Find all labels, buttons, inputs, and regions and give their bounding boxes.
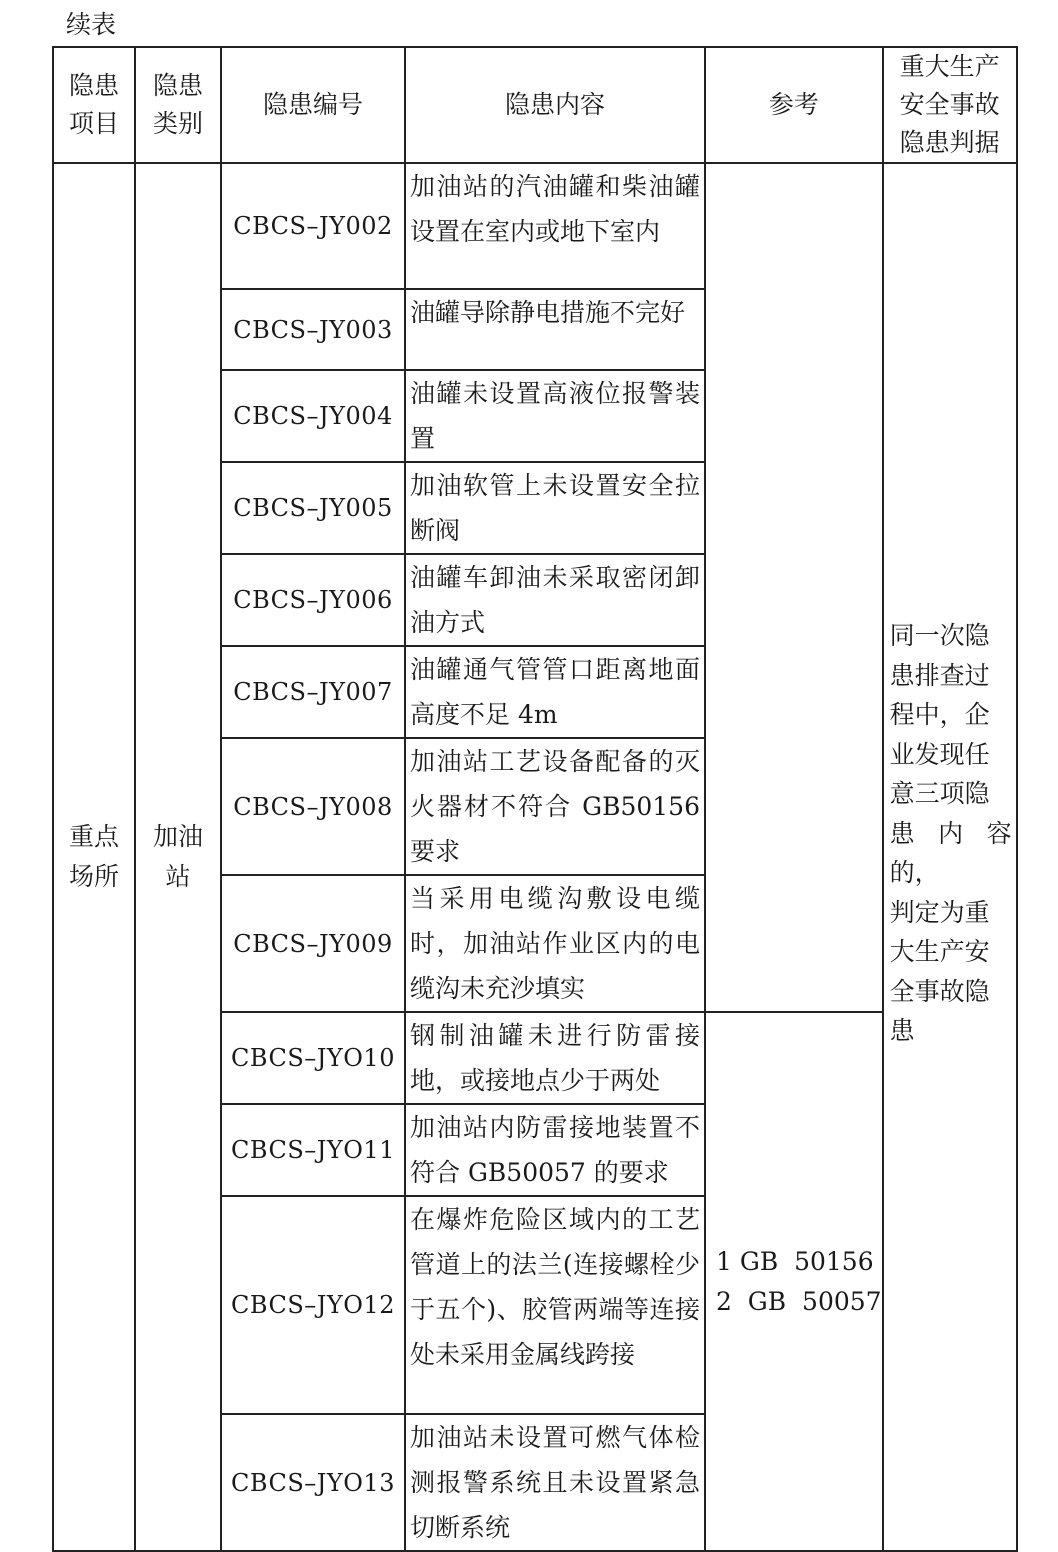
reference-line-2: 2 GB 50057 [716,1286,882,1316]
hazard-content: 加油站的汽油罐和柴油罐设置在室内或地下室内 [405,163,705,289]
hazard-code: CBCS–JY002 [221,163,405,289]
header-basis-line-2: 安全事故 [899,90,1000,119]
header-category-line-2: 类别 [152,109,203,138]
basis-line: 业发现任 [889,739,990,769]
basis-line: 意三项隐 [889,779,990,808]
project-cell [53,163,135,1551]
hazard-code: CBCS–JY008 [221,738,405,875]
hazard-code: CBCS–JY006 [221,554,405,646]
basis-line: 程中，企 [889,700,990,729]
project-line-1: 重点 [68,822,119,851]
header-row [53,47,1017,163]
header-project-line-2: 项目 [68,109,119,138]
hazard-code: CBCS–JY004 [221,370,405,462]
hazard-content: 钢制油罐未进行防雷接地，或接地点少于两处 [405,1012,705,1104]
hazard-content: 加油站内防雷接地装置不符合 GB50057 的要求 [405,1104,705,1196]
hazard-content: 加油站工艺设备配备的灭火器材不符合 GB50156 要求 [405,738,705,875]
project-line-2: 场所 [68,862,119,891]
hazard-code: CBCS–JY005 [221,462,405,554]
header-basis-line-3: 隐患判据 [899,128,1000,157]
hazard-code: CBCS–JYO10 [221,1012,405,1104]
basis-line: 判定为重 [889,897,990,927]
header-code: 隐患编号 [221,47,405,163]
category-cell [135,163,221,1551]
hazard-code: CBCS–JYO11 [221,1104,405,1196]
hazard-content: 在爆炸危险区域内的工艺管道上的法兰(连接螺栓少于五个)、胶管两端等连接处未采用金属线跨接 [405,1196,705,1414]
hazard-code: CBCS–JY007 [221,646,405,738]
hazard-table [52,46,1018,1552]
table-row [53,163,1017,289]
header-basis-line-1: 重大生产 [899,52,1000,81]
header-category [135,47,221,163]
basis-line: 全事故隐 [889,976,990,1006]
header-content: 隐患内容 [405,47,705,163]
hazard-content: 加油站未设置可燃气体检测报警系统且未设置紧急切断系统 [405,1414,705,1551]
basis-line: 大生产安 [889,937,990,966]
basis-line: 患排查过 [889,660,990,690]
hazard-content: 油罐车卸油未采取密闭卸油方式 [405,554,705,646]
hazard-content: 加油软管上未设置安全拉断阀 [405,462,705,554]
header-category-line-1: 隐患 [152,71,203,100]
header-reference: 参考 [705,47,883,163]
header-basis [883,47,1017,163]
header-project [53,47,135,163]
category-line-2: 站 [165,862,191,891]
table-caption: 续表 [66,10,117,39]
hazard-content: 当采用电缆沟敷设电缆时，加油站作业区内的电缆沟未充沙填实 [405,875,705,1012]
hazard-content: 油罐导除静电措施不完好 [405,289,705,370]
reference-cell-empty [705,163,883,1012]
basis-cell [883,163,1017,1551]
hazard-code: CBCS–JY003 [221,289,405,370]
basis-line: 患内容的， [889,818,1012,887]
basis-line: 同一次隐 [889,621,990,650]
hazard-code: CBCS–JY009 [221,875,405,1012]
basis-line: 患 [889,1016,915,1045]
reference-cell [705,1012,883,1551]
category-line-1: 加油 [152,822,203,851]
hazard-content: 油罐未设置高液位报警装置 [405,370,705,462]
header-project-line-1: 隐患 [68,71,119,100]
hazard-content: 油罐通气管管口距离地面高度不足 4m [405,646,705,738]
hazard-code: CBCS–JYO13 [221,1414,405,1551]
reference-line-1: 1 GB 50156 [716,1246,874,1276]
hazard-code: CBCS–JYO12 [221,1196,405,1414]
